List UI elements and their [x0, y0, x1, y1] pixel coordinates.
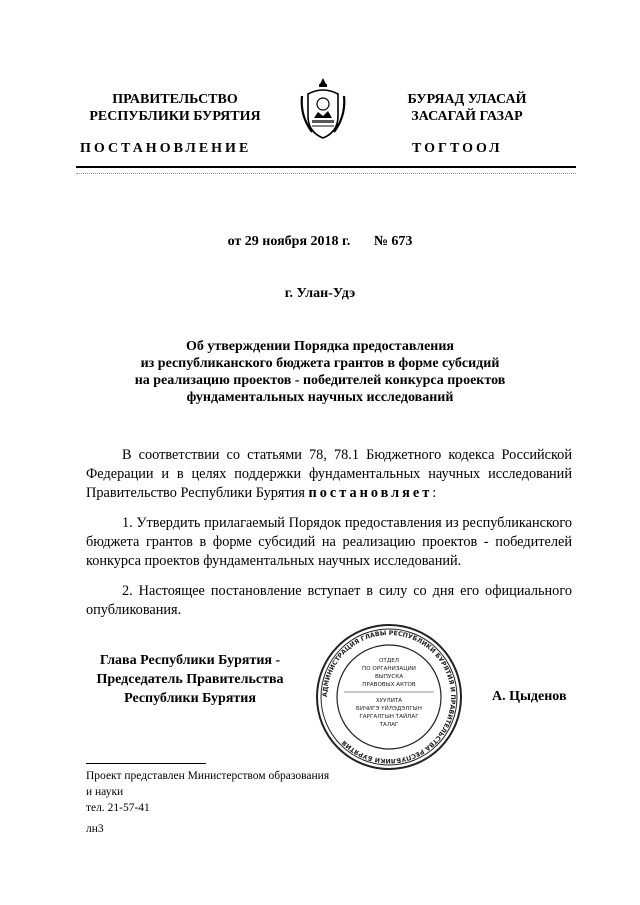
decree-city: г. Улан-Удэ: [284, 286, 356, 301]
signatory-position: [80, 651, 300, 708]
position-line: Республики Бурятия: [124, 691, 256, 706]
subject-line: из республиканского бюджета грантов в форме субсидий: [140, 356, 500, 371]
header-right-block: [392, 91, 542, 125]
seal-line: ГАРГАЛГЫН ТАЙЛАГ: [359, 714, 419, 720]
decree-date: от 29 ноября 2018 г.: [227, 234, 351, 249]
signatory-name: А. Цыденов: [492, 689, 567, 704]
date-number-line: [0, 234, 640, 250]
header-left-line1: ПРАВИТЕЛЬСТВО: [112, 92, 238, 107]
footnote-rule: [86, 763, 206, 764]
header-left-block: [80, 91, 270, 125]
footnote-line: и науки: [86, 786, 124, 798]
document-code: лн3: [86, 823, 104, 835]
header-right-line1: БУРЯАД УЛАСАЙ: [407, 92, 527, 107]
body-paragraph-item2: [86, 582, 572, 620]
subject-line: Об утверждении Порядка предоставления: [185, 339, 455, 354]
header-dotted-rule: [76, 173, 576, 174]
decree-number: № 673: [373, 234, 413, 249]
seal-line: ТАЛАГ: [379, 722, 399, 728]
preamble-text: В соответствии со статьями 78, 78.1 Бюджетного кодекса Российской Федерации и в целях поддержки фундаментальных научных исследований Правительство Республики Бурятия: [86, 447, 572, 501]
resolves-word: постановляет: [308, 485, 433, 501]
header-right-line2: ЗАСАГАЙ ГАЗАР: [411, 109, 523, 124]
subject-line: фундаментальных научных исследований: [186, 390, 454, 405]
seal-line: ПО ОРГАНИЗАЦИИ: [362, 666, 416, 672]
seal-line: ВЫПУСКА: [374, 674, 404, 680]
seal-line: ХУУЛИТА: [375, 698, 403, 704]
item1-text: 1. Утвердить прилагаемый Порядок предоставления из республиканского бюджета грантов в форме субсидий на реализацию проектов - победителей конкурса проектов фундаментальных научных исследований.: [86, 515, 572, 569]
doc-type-ru: ПОСТАНОВЛЕНИЕ: [80, 141, 252, 156]
position-line: Глава Республики Бурятия -: [99, 653, 281, 668]
seal-line: ПРАВОВЫХ АКТОВ: [362, 682, 416, 688]
seal-ring-text: АДМИНИСТРАЦИЯ ГЛАВЫ РЕСПУБЛИКИ БУРЯТИЯ И ПРАВИТЕЛЬСТВА РЕСПУБЛИКИ БУРЯТИЯ: [321, 629, 457, 765]
seal-line: БИЧИГЭ ҮЙЛЭДЭЛГЫН: [356, 706, 422, 712]
coat-of-arms-icon: [298, 76, 348, 142]
footnote-phone: тел. 21-57-41: [86, 802, 150, 814]
subject-line: на реализацию проектов - победителей конкурса проектов: [134, 373, 506, 388]
seal-line: ОТДЕЛ: [379, 658, 399, 664]
header-left-line2: РЕСПУБЛИКИ БУРЯТИЯ: [89, 109, 261, 124]
official-seal-stamp: [314, 622, 464, 772]
footnote-line: Проект представлен Министерством образования: [86, 770, 330, 782]
footnote: [86, 768, 329, 816]
item2-text: 2. Настоящее постановление вступает в силу со дня его официального опубликования.: [86, 583, 572, 618]
position-line: Председатель Правительства: [96, 672, 284, 687]
body-paragraph-item1: [86, 514, 572, 571]
body-paragraph-preamble: [86, 446, 572, 503]
header-rule: [76, 166, 576, 168]
svg-text:АДМИНИСТРАЦИЯ ГЛАВЫ РЕСПУБЛИКИ: [322, 630, 456, 764]
doc-type-bua: ТОГТООЛ: [412, 141, 503, 156]
decree-subject: [80, 338, 560, 406]
preamble-end: :: [432, 485, 437, 501]
